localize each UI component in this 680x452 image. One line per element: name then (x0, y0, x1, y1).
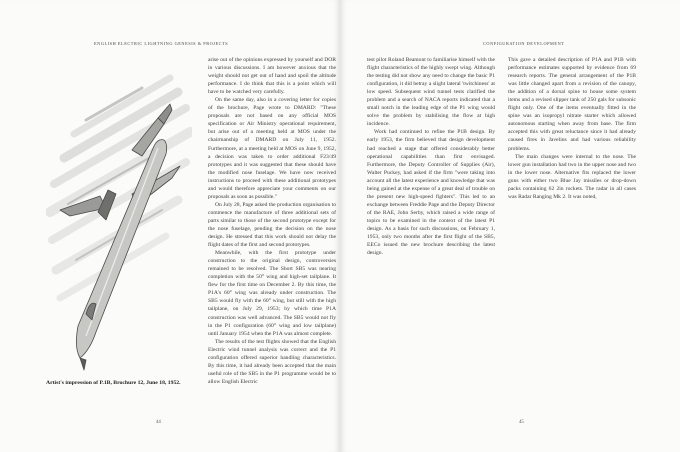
paragraph: Work had continued to refine the P1B design. By early 1953, the firm believed that design development had reached a stage that offered considerably better operational capabilities than first envisaged. Furthermore, the Deputy Controller of Supplies (Air), Walter Puckey, had asked if the firm "were taking into account all the latest experience and knowledge that was being gained at the expense of a great deal of trouble on the present new high-speed fighters". This led to an exchange between Freddie Page and the Deputy Director of the RAE, John Serby, which raised a wide range of topics to be examined in the context of the latest P1 design. As a basis for such discussions, on February 1, 1953, only two months after the first flight of the SB5, EECo issued the new brochure describing the latest design. (367, 129, 495, 257)
running-head-left: ENGLISH ELECTRIC LIGHTNING GENESIS & PROJECTS (94, 41, 229, 46)
left-text-column (208, 56, 336, 386)
paragraph: Meanwhile, with the first prototype under construction to the original design, controversies remained to be resolved. The Short SB5 was nearing completion with the 50° wing and high-set tailplane. It flew for the first time on December 2. By this time, the P1A's 60° wing was already under construction. The SB5 would fly with the 60° wing, but still with the high tailplane, on July 29, 1953; by which time P1A construction was well advanced. The SB5 would not fly in the P1 configuration (60° wing and low tailplane) until January 1954 when the P1A was almost complete. (208, 250, 336, 337)
paragraph: On the same day, also in a covering letter for copies of the brochure, Page wrote to DMARD: "These proposals are not based on any official MOS specification or Air Ministry operational requirement, but arise out of a meeting held at MOS under the chairmanship of DMARD on July 11, 1952. Furthermore, at a meeting held at MOS on June 9, 1952, a decision was taken to order additional F23/49 prototypes and it was suggested that these should have the modified nose fuselage. We have now received instructions to proceed with these additional prototypes and would therefore appreciate your comments on our proposals as soon as possible." (208, 97, 336, 200)
paragraph: This gave a detailed description of P1A and P1B with performance estimates supported by evidence from 69 research reports. The general arrangement of the P1B was little changed apart from a revision of the canopy, the addition of a dorsal spine to house some system items and a revised slipper tank of 250 gals for subsonic flight only. One of the items eventually fitted in the spine was an isopropyl nitrate starter which allowed autonomous starting when away from base. The firm accepted this with great reluctance since it had already caused fires in Javelins and had various reliability problems. (508, 57, 636, 152)
paragraph: The results of the test flights showed that the English Electric wind tunnel analysis was correct and the P1 configuration offered superior handling characteristics. By this time, it had already been accepted that the main useful role of the SB5 in the P1 programme would be to allow English Electric (208, 338, 336, 385)
running-head-right: CONFIGURATION DEVELOPMENT (483, 41, 565, 46)
right-text-column-2 (508, 56, 636, 201)
right-page (340, 0, 680, 452)
paragraph: On July 28, Page asked the production organisation to commence the manufacture of three additional sets of parts similar to those of the second prototype except for the nose fuselage, pending the decision on the nose design. He stressed that this work should not delay the flight dates of the first and second prototypes. (208, 201, 336, 249)
paragraph: arise out of the opinions expressed by yourself and DOR in various discussions. I am however anxious that the weight should not get out of hand and spoil the altitude performance. I do think that this is a point which will have to be watched very carefully. (208, 57, 336, 96)
page-number-left: 44 (156, 420, 161, 425)
paragraph: The main changes were internal to the nose. The lower gun installation had two in the upper nose and two in the lower nose. Alternative fits replaced the lower guns with either two Blue Jay missiles or drop-down packs containing 62 2in rockets. The radar in all cases was Radar Ranging Mk 2. It was noted, (508, 153, 636, 200)
page-number-right: 45 (519, 420, 524, 425)
aircraft-illustration (46, 74, 192, 374)
paragraph: test pilot Roland Beamont to familiarise himself with the flight characteristics of the highly swept wing. Although the testing did not show any need to change the basic P1 configuration, it did betray a slight lateral 'twitchiness' at low speed. Subsequent wind tunnel tests clarified the problem and a search of NACA reports indicated that a small notch in the leading edge of the P1 wing would solve the problem by stabilising the flow at high incidence. (367, 57, 495, 128)
figure-caption: Artist's impression of P.1B, Brochure 12, June 18, 1952. (46, 380, 181, 386)
right-text-column-1 (367, 56, 495, 257)
